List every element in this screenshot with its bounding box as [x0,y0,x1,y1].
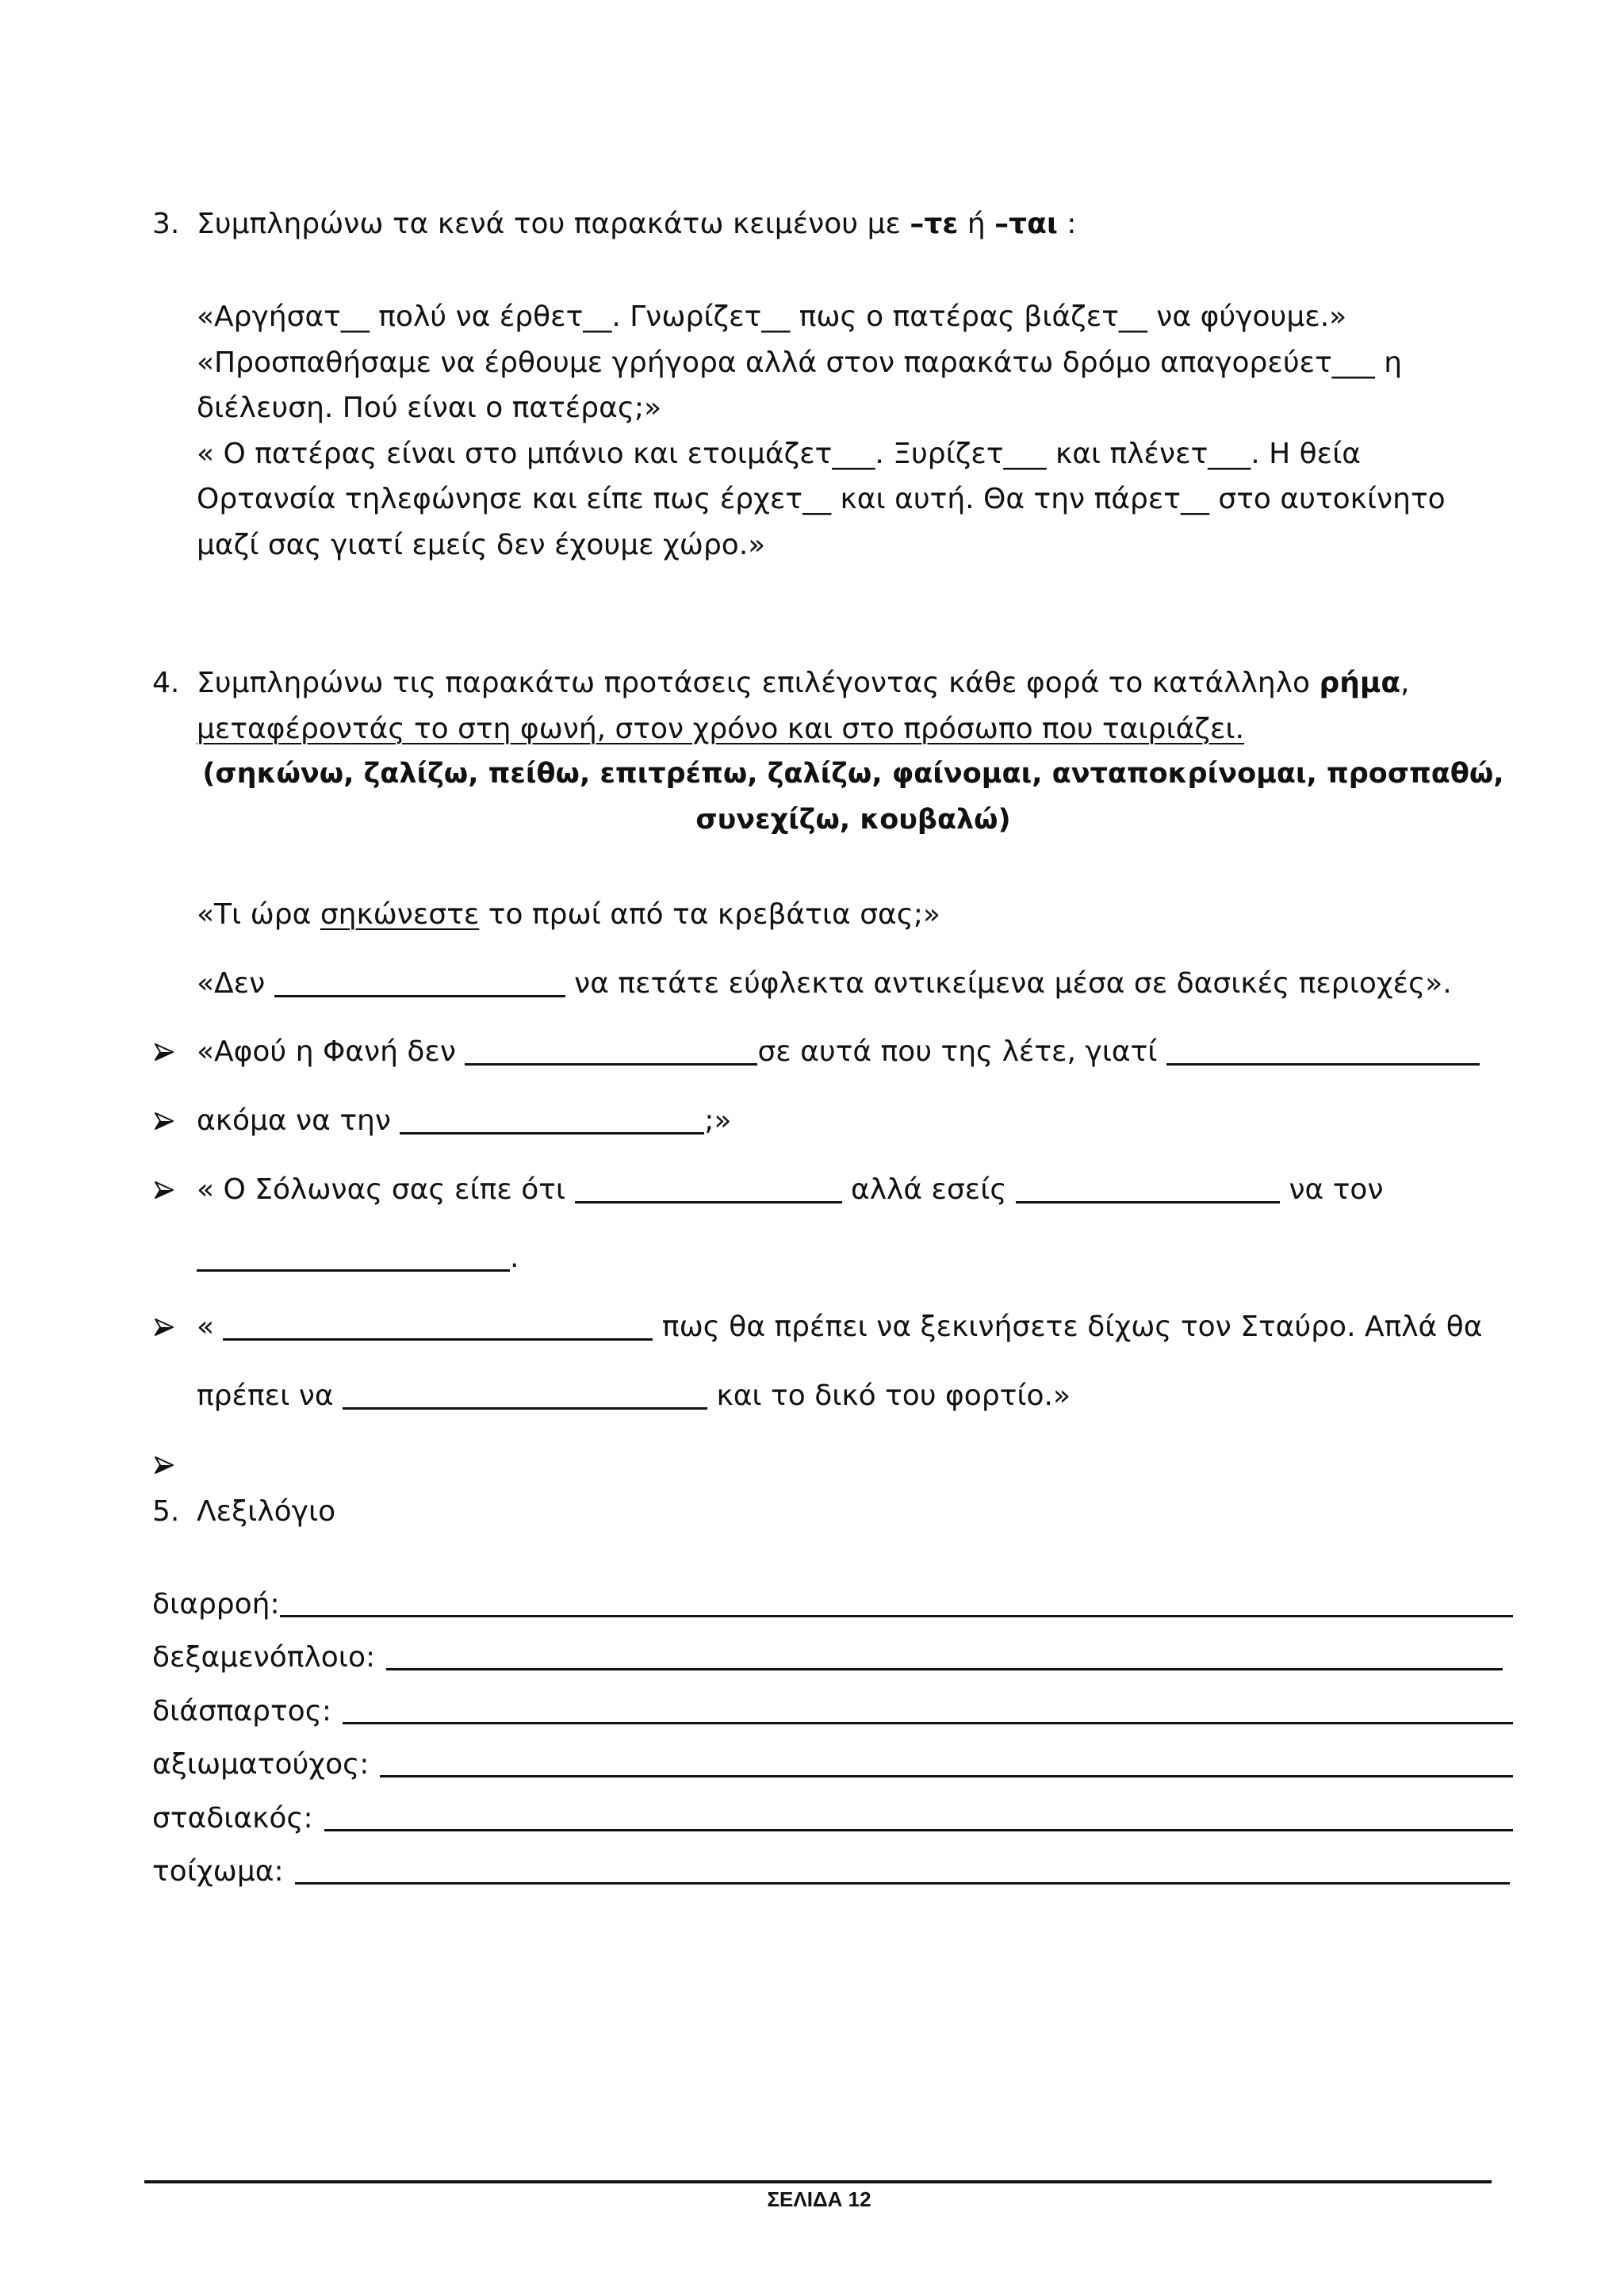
answer-line [280,1615,1513,1617]
item-text: ;» [704,1104,732,1138]
keyword-verb: ρήμα [1319,667,1401,699]
item-text: πως θα πρέπει να ξεκινήσετε δίχως τον Σταύρο. Απλά θα [653,1311,1483,1344]
item-text: σε αυτά που της λέτε, γιατί [757,1035,1166,1069]
vocabulary-row [152,1792,1513,1845]
instruction-underlined: μεταφέροντάς το στη φωνή, στον χρόνο και στο πρόσωπο που ταιριάζει. [197,712,1245,745]
item-text: να πετάτε εύφλεκτα αντικείμενα μέσα σε δασικές περιοχές». [565,966,1452,1000]
example-answer: σηκώνεστε [320,898,480,931]
section-3-passage [0,294,1624,568]
arrowhead-bullet-icon [154,905,174,924]
item-text: «Τι ώρα [197,898,320,931]
item-text: «Δεν [197,966,274,1000]
vocabulary-list [0,1578,1624,1898]
verb-list: (σηκώνω, ζαλίζω, πείθω, επιτρέπω, ζαλίζω, φαίνομαι, ανταποκρίνομαι, προσπαθώ, [202,758,1504,790]
answer-blank [465,1063,757,1066]
vocabulary-row [152,1845,1510,1898]
arrowhead-bullet-icon [154,1318,174,1337]
footer-divider [144,2180,1492,2183]
passage-line: «Προσπαθήσαμε να έρθουμε γρήγορα αλλά στον παρακάτω δρόμο απαγορεύετ___ η [197,346,1403,379]
instruction-text: : [1057,208,1077,240]
exercise-item-continuation [0,1224,1624,1293]
instruction-text: ή [958,208,995,240]
vocabulary-term: διάσπαρτος: [152,1694,331,1728]
answer-line [386,1668,1503,1670]
vocabulary-term: αξιωματούχος: [152,1748,370,1781]
answer-line [324,1829,1513,1831]
section-5-title: Λεξιλόγιο [197,1495,336,1528]
item-text: πρέπει να [197,1379,343,1412]
ending-te: –τε [910,208,959,240]
vocabulary-row [152,1738,1513,1791]
section-4-instruction [197,660,1410,706]
passage-line: « Ο πατέρας είναι στο μπάνιο και ετοιμάζετ___. Ξυρίζετ___ και πλένετ___. Η θεία [197,437,1362,470]
section-5 [0,1489,1624,1535]
item-text: το πρωί από τα κρεβάτια σας;» [479,898,941,931]
ending-tai: –ται [994,208,1058,240]
vocabulary-term: δεξαμενόπλοιο: [152,1641,376,1674]
answer-blank [1016,1201,1280,1203]
answer-blank [343,1407,707,1410]
item-text: « Ο Σόλωνας σας είπε ότι [197,1173,575,1206]
answer-line [343,1722,1513,1724]
exercise-item [0,881,1624,950]
item-text: και το δικό του φορτίο.» [707,1379,1071,1412]
item-text: ακόμα να την [197,1104,400,1138]
answer-blank [274,995,565,997]
section-number: 3. [152,208,180,240]
exercise-item [0,1018,1624,1087]
verb-list: συνεχίζω, κουβαλώ) [695,803,1011,836]
answer-blank [575,1201,842,1203]
instruction-text: Συμπληρώνω τις παρακάτω προτάσεις επιλέγοντας κάθε φορά το κατάλληλο [197,667,1320,699]
section-number: 5. [152,1495,180,1528]
item-text: «Αφού η Φανή δεν [197,1035,465,1069]
arrowhead-bullet-icon [154,1181,174,1200]
section-3-heading [0,201,1624,247]
item-text: να τον [1280,1173,1384,1206]
exercise-item [0,1293,1624,1362]
item-text: . [510,1242,519,1275]
arrowhead-bullet-icon [154,1043,174,1062]
answer-blank [1166,1063,1480,1066]
section-5-heading [0,1489,1624,1535]
passage-line: «Αργήσατ__ πολύ να έρθετ__. Γνωρίζετ__ πως ο πατέρας βιάζετ__ να φύγουμε.» [197,300,1347,333]
answer-blank [197,1269,510,1272]
section-3-instruction [197,201,1076,247]
exercise-item-continuation [0,1087,1624,1156]
arrowhead-bullet-icon [154,974,174,993]
exercise-item-continuation [0,1362,1624,1431]
section-4-heading [0,660,1624,706]
vocabulary-term: σταδιακός: [152,1801,313,1835]
exercise-item [0,950,1624,1019]
vocabulary-term: τοίχωμα: [152,1854,284,1888]
passage-line: διέλευση. Πού είναι ο πατέρας;» [197,392,662,425]
instruction-text: , [1400,667,1410,699]
answer-line [295,1882,1510,1885]
vocabulary-term: διαρροή: [152,1588,280,1621]
item-text: αλλά εσείς [841,1173,1016,1206]
item-text: « [197,1311,224,1344]
section-4-items [0,881,1624,1431]
section-3 [0,201,1624,247]
vocabulary-row [152,1685,1513,1738]
exercise-item [0,1156,1624,1225]
page-number: ΣΕΛΙΔΑ 12 [767,2187,871,2211]
section-number: 4. [152,667,180,699]
passage-line: μαζί σας γιατί εμείς δεν έχουμε χώρο.» [197,528,766,561]
section-4-header [0,660,1624,843]
vocabulary-row [152,1578,1513,1631]
answer-line [380,1775,1513,1777]
answer-blank [223,1338,653,1341]
passage-line: Ορτανσία τηλεφώνησε και είπε πως έρχετ__ και αυτή. Θα την πάρετ__ στο αυτοκίνητο [197,483,1446,516]
vocabulary-row [152,1631,1503,1684]
answer-blank [400,1132,704,1135]
instruction-text: Συμπληρώνω τα κενά του παρακάτω κειμένου με [197,208,910,240]
